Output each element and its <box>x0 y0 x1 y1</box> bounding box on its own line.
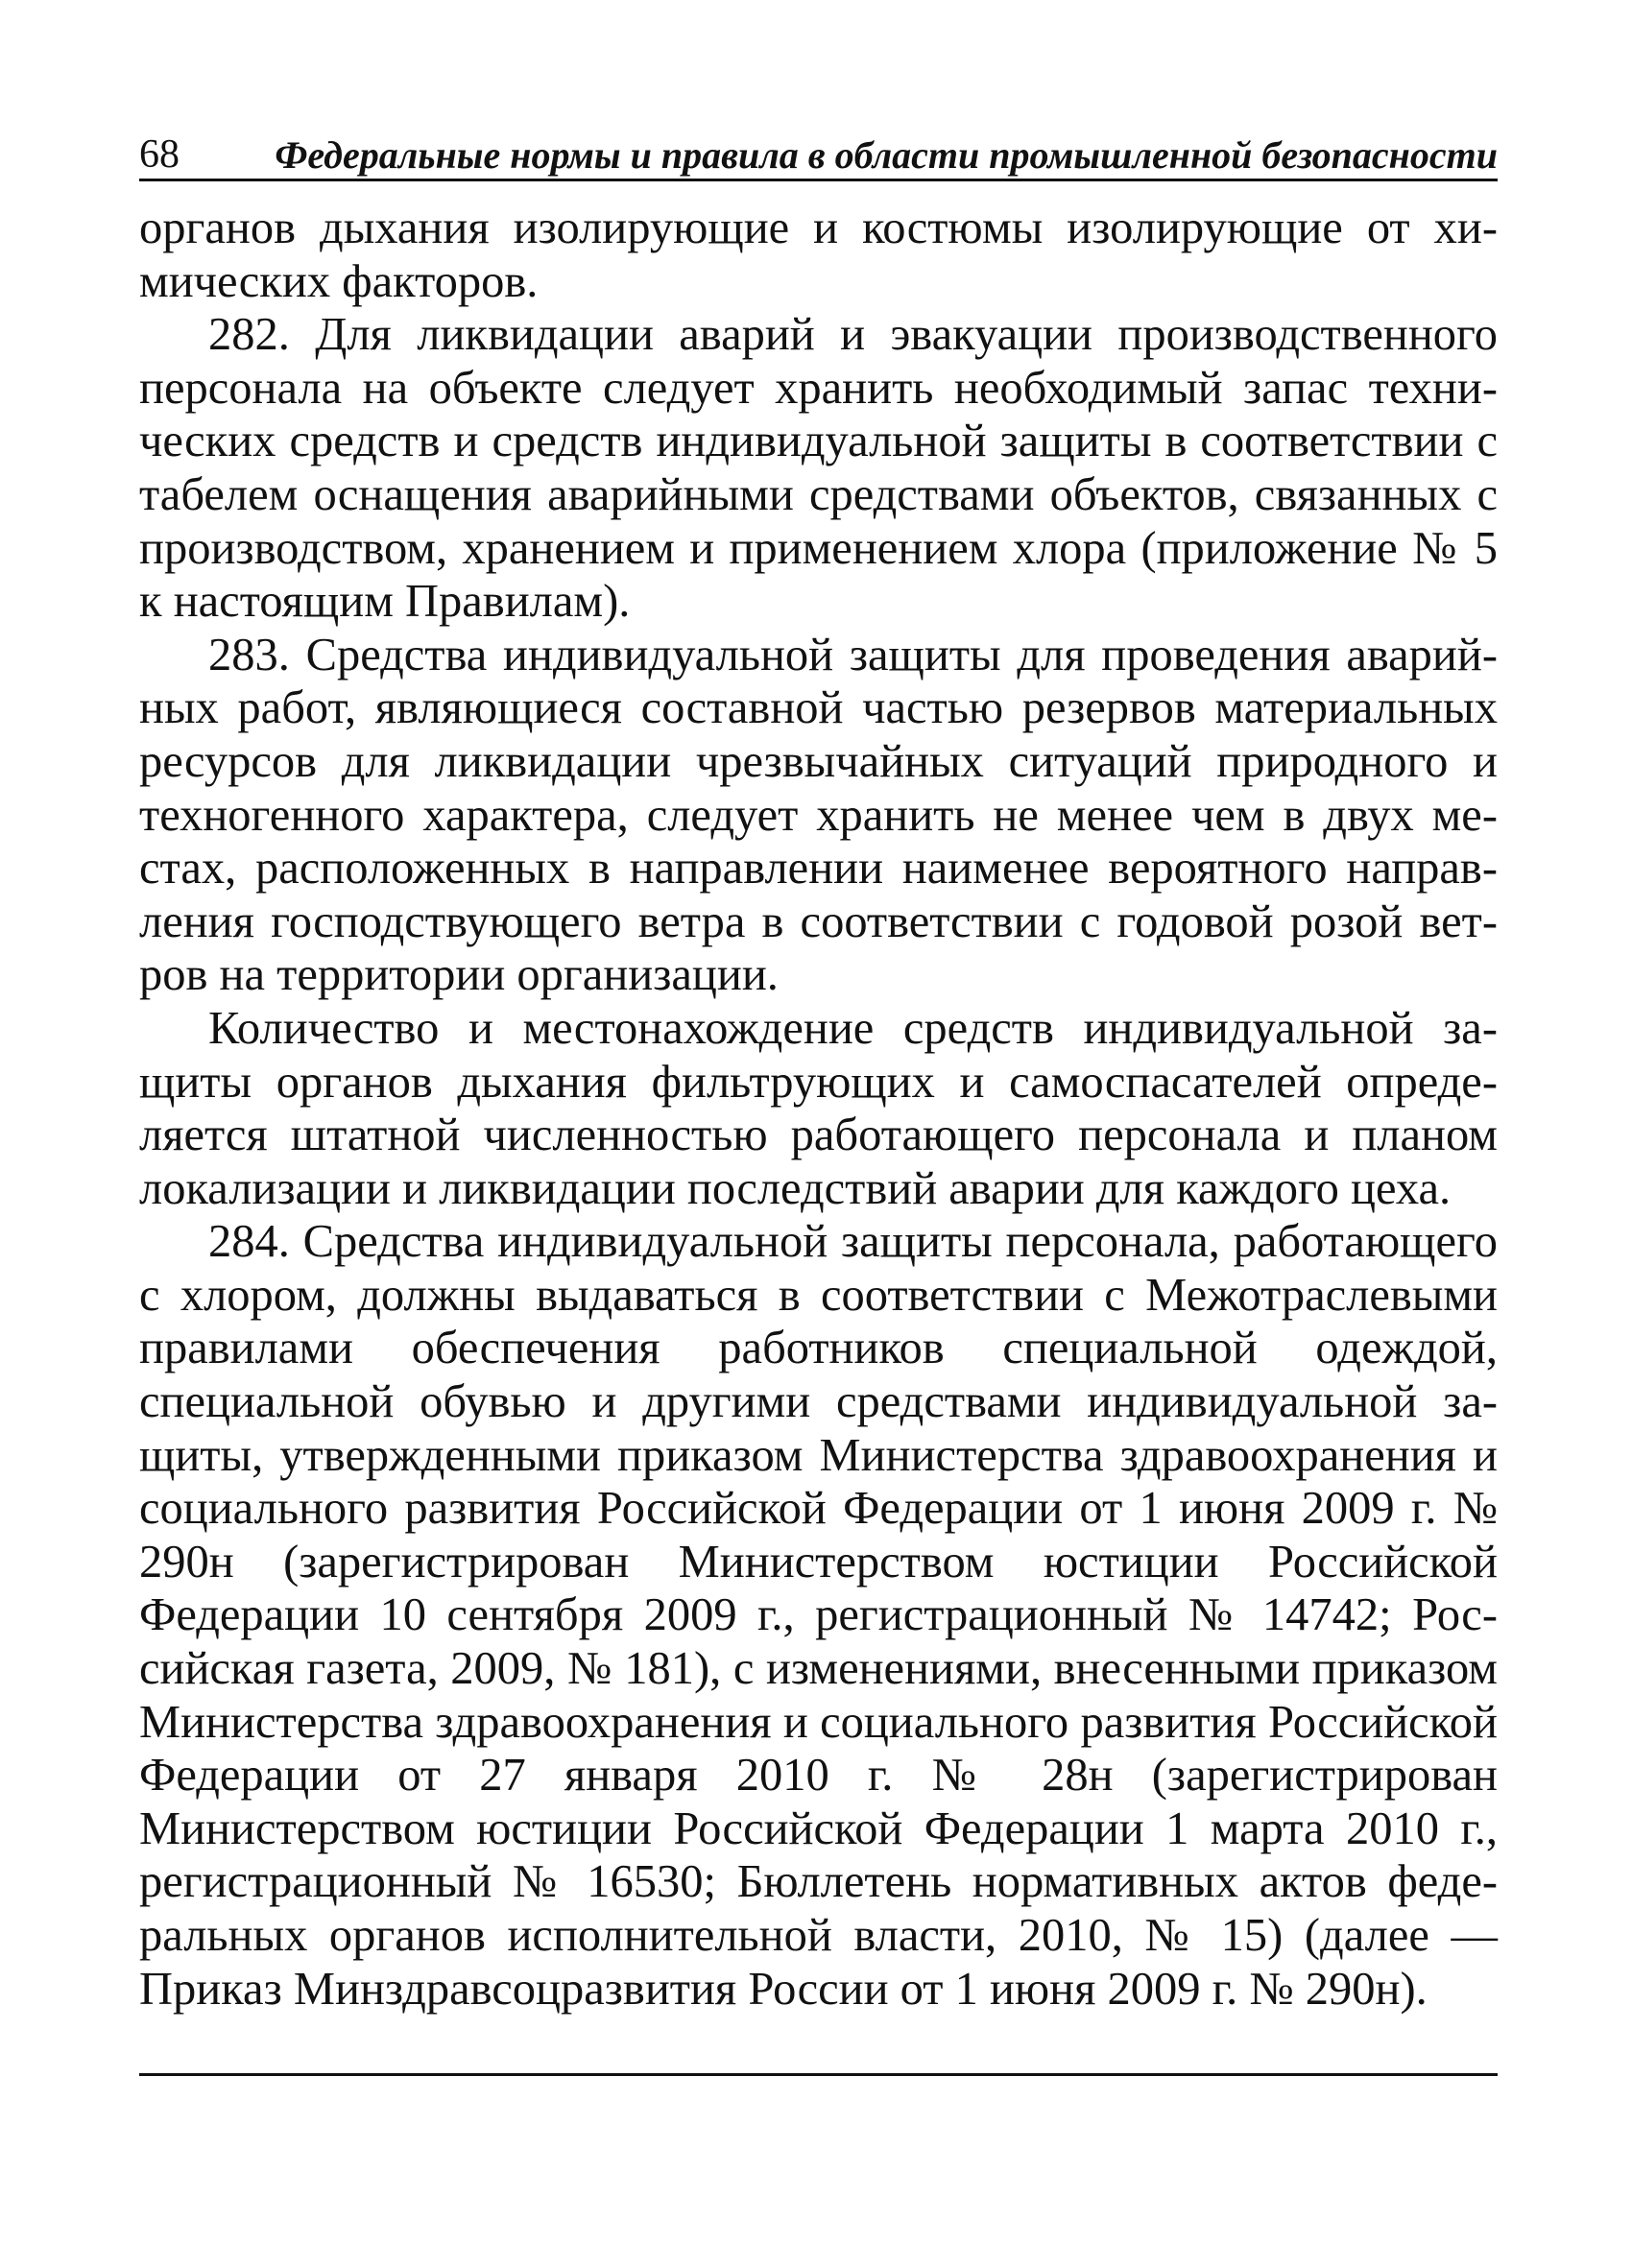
paragraph-283-second: Количество и местонахождение средств индивидуальной защиты органов дыхания фильтрующих и самоспасателей определяется штатной численностью работающего персонала и планом локализации и ликвидации последствий аварии для каждого цеха. <box>139 1002 1498 1214</box>
paragraph-284: 284. Средства индивидуальной защиты персонала, работающего с хлором, должны выдаваться в соответствии с Межотраслевыми правилами обеспечения работников специальной одеждой, специальной обувью и другими средствами индивидуальной защиты, утвержденными приказом Министерства здравоохранения и социального развития Российской Федерации от 1 июня 2009 г. № 290н (зарегистрирован Министерством юстиции Российской Федерации 10 сентября 2009 г., регистрационный № 14742; Российская газета, 2009, № 181), с изменениями, внесенными приказом Министерства здравоохранения и социального развития Российской Федерации от 27 января 2010 г. № 28н (зарегистрирован Министерством юстиции Российской Федерации 1 марта 2010 г., регистрационный № 16530; Бюллетень нормативных актов федеральных органов исполнительной власти, 2010, № 15) (далее — Приказ Минздравсоцразвития России от 1 июня 2009 г. № 290н). <box>139 1216 1498 2015</box>
body-text <box>139 202 1498 2016</box>
footer-rule <box>139 2073 1498 2076</box>
paragraph-282: 282. Для ликвидации аварий и эвакуации производственного персонала на объекте следует хранить необходимый запас технических средств и средств индивидуальной защиты в соответствии с табелем оснащения аварийными средствами объектов, связанных с производством, хранением и применением хлора (приложение № 5 к настоящим Правилам). <box>139 309 1498 628</box>
paragraph-continuation: органов дыхания изолирующие и костюмы изолирующие от химических факторов. <box>139 203 1498 307</box>
page-header <box>139 131 1498 181</box>
paragraph-283: 283. Средства индивидуальной защиты для проведения аварийных работ, являющиеся составной частью резервов материальных ресурсов для ликвидации чрезвычайных ситуаций природного и техногенного характера, следует хранить не менее чем в двух местах, расположенных в направлении наименее вероятного направления господствующего ветра в соответствии с годовой розой ветров на территории организации. <box>139 629 1498 1001</box>
running-title: Федеральные нормы и правила в области промышленной безопасности <box>275 133 1498 177</box>
page-number: 68 <box>139 132 180 177</box>
